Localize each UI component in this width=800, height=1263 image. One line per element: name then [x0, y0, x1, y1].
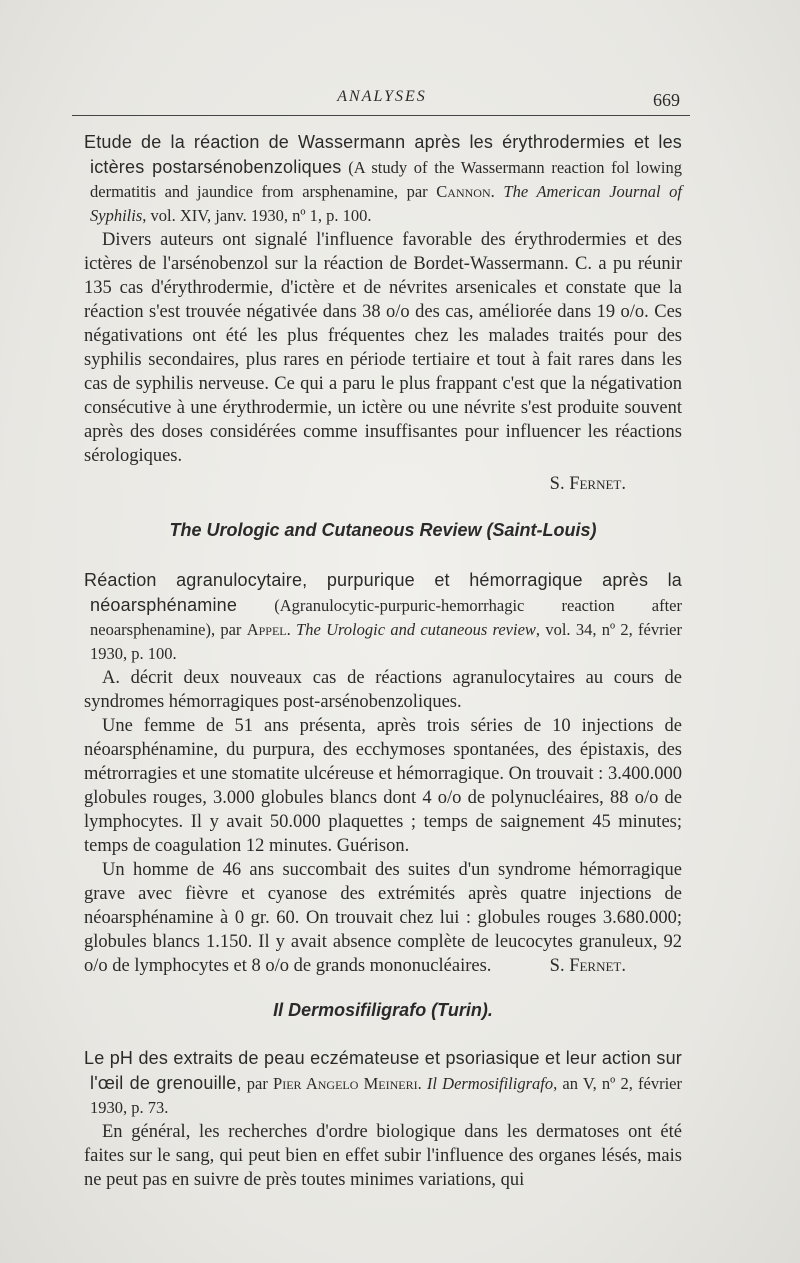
entry-ref-detail: , vol. 34, nº 2, février 1930, p. 100. — [90, 620, 682, 663]
signature — [84, 472, 682, 496]
header-rule — [72, 115, 690, 116]
journal-heading-dermosifiligrafo: Il Dermosifiligrafo (Turin). — [273, 1000, 493, 1020]
entry-ref: par — [241, 1074, 274, 1093]
entry-title: Le pH des extraits de peau eczémateuse et psoriasique et leur action sur l'œil de grenouille, — [84, 1048, 682, 1093]
page-number: 669 — [653, 90, 680, 110]
entry-ref: (Agranulocytic-purpuric-hemorrhagic reaction after neoarsphenamine), par — [90, 596, 682, 639]
signature-text: S. Fernet. — [549, 956, 626, 976]
running-title: ANALYSES — [337, 88, 427, 105]
entry-body — [84, 858, 682, 978]
entry-author: Pier Angelo Meineri — [273, 1074, 418, 1093]
entry-author: Cannon — [436, 182, 491, 201]
entry-ref: (A study of the Wassermann reaction fol lowing dermatitis and jaundice from arsphenamine, par — [90, 158, 682, 201]
entry-ref-detail: , an V, nº 2, février 1930, p. 73. — [90, 1074, 682, 1117]
entry-ref-sep: . — [286, 620, 297, 639]
entry-heading-wassermann — [84, 130, 682, 228]
signature-text: S. Fernet. — [549, 474, 626, 494]
entry-body: Divers auteurs ont signalé l'influence favorable des érythrodermies et des ictères de l'arsénobenzol sur la réaction de Bordet-Wassermann. C. a pu réunir 135 cas d'érythrodermie, d'ictère et de névrites arsenicales et constate que la réaction s'est trouvée négativée dans 38 o/o des cas, améliorée dans 19 o/o. Ces négativations ont été les plus fréquentes chez les malades traités pour des syphilis secondaires, plus rares en période tertiaire et tout à fait rares dans les cas de syphilis nerveuse. Ce qui a paru le plus frappant c'est que la négativation consécutive à une érythrodermie, un ictère ou une névrite s'est produite souvent après des doses considérées comme insuffisantes pour influencer les réactions sérologiques. — [84, 230, 682, 466]
page-header — [76, 88, 688, 118]
entry-journal: The Urologic and cutaneous review — [296, 620, 536, 639]
entry-journal: The American Journal of Syphilis — [90, 182, 683, 225]
page-content — [84, 126, 682, 1192]
entry-heading-agranulocytaire — [84, 568, 682, 666]
journal-heading-urologic: The Urologic and Cutaneous Review (Saint-Louis) — [169, 520, 597, 540]
entry-body: Une femme de 51 ans présenta, après trois séries de 10 injections de néoarsphénamine, du purpura, des ecchymoses spontanées, des épistaxis, des métrorragies et une stomatite ulcéreuse et hémorragique. On trouvait : 3.400.000 globules rouges, 3.000 globules blancs dont 4 o/o de polynucléaires, 88 o/o de lymphocytes. Il y avait 50.000 plaquettes ; temps de saignement 45 minutes; temps de coagulation 12 minutes. Guérison. — [84, 716, 682, 856]
entry-ref-detail: , vol. XIV, janv. 1930, nº 1, p. 100. — [142, 206, 372, 225]
entry-ref-sep: . — [417, 1074, 427, 1093]
entry-author: Appel — [246, 620, 287, 639]
entry-heading-ph — [84, 1046, 682, 1120]
entry-title: Etude de la réaction de Wassermann après les érythrodermies et les ictères postarsénobenzoliques — [84, 132, 682, 177]
entry-ref-sep: . — [490, 182, 504, 201]
entry-body: A. décrit deux nouveaux cas de réactions agranulocytaires au cours de syndromes hémorragiques post-arsénobenzoliques. — [84, 668, 682, 712]
entry-title: Réaction agranulocytaire, purpurique et hémorragique après la néoarsphénamine — [84, 570, 682, 615]
entry-body-text: Un homme de 46 ans succombait des suites d'un syndrome hémorragique grave avec fièvre et cyanose des extrémités après quatre injections de néoarsphénamine à 0 gr. 60. On trouvait chez lui : globules rouges 3.680.000; globules blancs 1.150. Il y avait absence complète de leucocytes granuleux, 92 o/o de lymphocytes et 8 o/o de grands mononucléaires. — [84, 860, 682, 976]
entry-journal: Il Dermosifiligrafo — [426, 1074, 554, 1093]
entry-body: En général, les recherches d'ordre biologique dans les dermatoses ont été faites sur le sang, qui peut bien en effet subir l'influence des organes lésés, mais ne peut pas en suivre de près toutes minimes variations, qui — [84, 1122, 682, 1190]
